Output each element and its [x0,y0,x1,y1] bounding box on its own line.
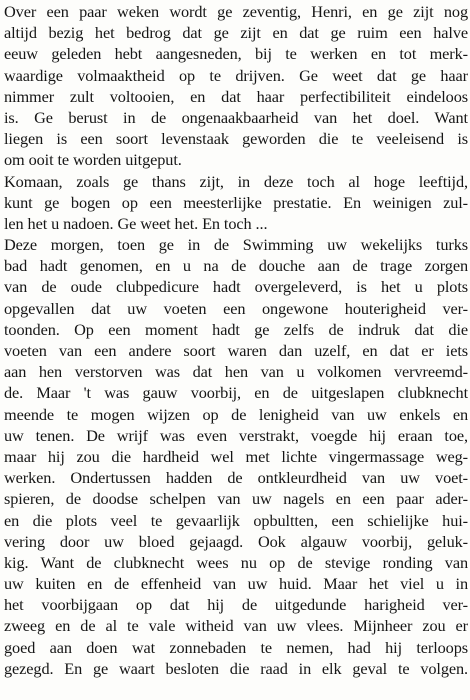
text-line: nimmer zult voltooien, en dat haar perfectibiliteit eindeloos [4,86,468,106]
text-line: vering door uw bloed gejaagd. Ook algauw voorbij, geluk- [4,531,468,551]
text-line: voeten van een andere soort waren dan uzelf, en dat er iets [4,341,468,360]
text-line: maar hij zou die hardheid wel met lichte vingermassage weg- [4,446,468,466]
text-line: opgevallen dat uw voeten een ongewone houterigheid ver- [4,298,468,318]
text-line: uw tenen. De wrijf was even verstrakt, voegde hij eraan toe, [4,425,468,445]
text-line: werken. Ondertussen hadden de ontkleurdheid van uw voet- [4,468,468,488]
text-line: goed aan doen wat zonnebaden te nemen, had hij terloops [4,637,468,657]
body-text [4,1,468,679]
text-line: aan hen verstorven was dat hen van u volkomen vervreemd- [4,362,468,382]
text-line: liegen is een soort levenstaak geworden die te veeleisend is [4,129,468,149]
text-line: van de oude clubpedicure hadt overgeleverd, is het u plots [4,277,468,297]
text-line: de. Maar 't was gauw voorbij, en de uitgeslapen clubknecht [4,383,468,403]
text-line: bad hadt genomen, en u na de douche aan de trage zorgen [4,256,468,276]
text-line: altijd bezig het bedrog dat ge zijt en dat ge ruim een halve [4,23,468,43]
text-line: meende te mogen wijzen op de lenigheid van uw enkels en [4,404,468,424]
text-line: zweeg en de al te vale witheid van uw vlees. Mijnheer zou er [4,616,468,636]
paragraph-end-line: len het u nadoen. Ge weet het. En toch ... [4,213,268,233]
text-line: Over een paar weken wordt ge zeventig, Henri, en ge zijt nog [4,2,468,21]
text-line: kunt ge bogen op een meesterlijke prestatie. En weinigen zul- [4,192,468,212]
text-line: en die plots veel te gevaarlijk opbultten, een schielijke hui- [4,510,468,530]
text-line: Deze morgen, toen ge in de Swimming uw wekelijks turks [4,235,468,255]
paragraph-end-line: om ooit te worden uitgeput. [4,150,182,170]
text-line: gezegd. En ge waart besloten die raad in elk geval te volgen. [4,658,468,678]
text-line: toonden. Op een moment hadt ge zelfs de indruk dat die [4,319,468,339]
text-line: Komaan, zoals ge thans zijt, in deze toch al hoge leeftijd, [4,171,468,191]
text-line: kig. Want de clubknecht wees nu op de stevige ronding van [4,552,468,572]
text-line: spieren, de doodse schelpen van uw nagels en een paar ader- [4,489,468,509]
text-line: waardige volmaaktheid op te drijven. Ge weet dat ge haar [4,65,468,85]
text-line: eeuw geleden hebt aangesneden, bij te werken en tot merk- [4,44,468,64]
text-line: uw kuiten en de effenheid van uw huid. Maar het viel u in [4,574,468,594]
text-line: is. Ge berust in de ongenaakbaarheid van het doel. Want [4,107,468,127]
text-line: het voorbijgaan op dat hij de uitgedunde harigheid ver- [4,595,468,615]
